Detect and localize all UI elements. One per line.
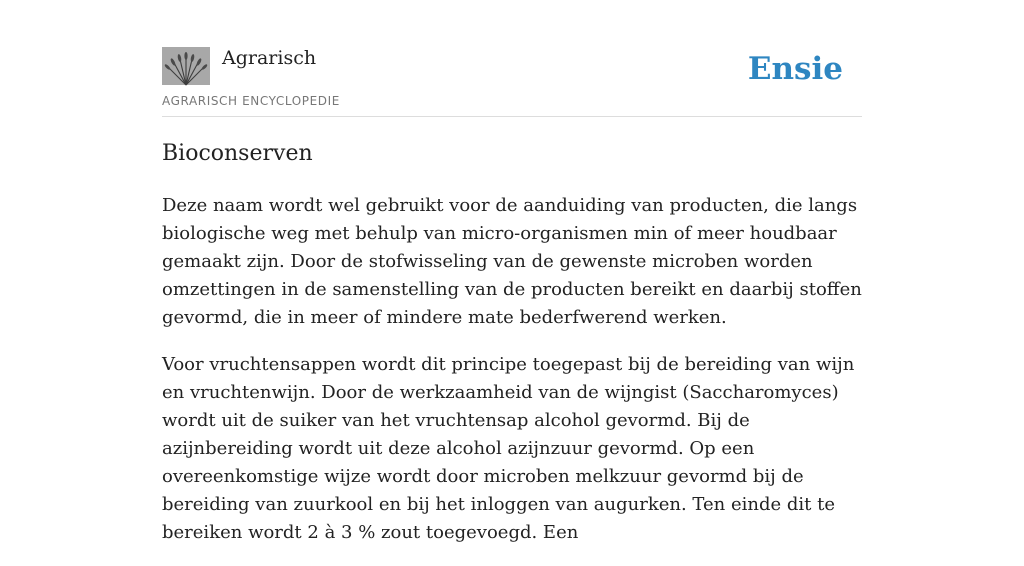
wheat-stalks-icon[interactable] <box>162 47 210 85</box>
article-paragraph: Voor vruchtensappen wordt dit principe toegepast bij de bereiding van wijn en vruchtenwijn. Door de werkzaamheid van de wijngist (Saccharomyces) wordt uit de suiker van het vruchtensap alcohol gevormd. Bij de azijnbereiding wordt uit deze alcohol azijnzuur gevormd. Op een overeenkomstige wijze wordt door microben melkzuur gevormd bij de bereiding van zuurkool en bij het inloggen van augurken. Ten einde dit te bereiken wordt 2 à 3 % zout toegevoegd. Een <box>162 354 855 543</box>
source-subtitle: AGRARISCH ENCYCLOPEDIE <box>162 94 340 108</box>
source-header <box>162 44 862 117</box>
article-title: Bioconserven <box>162 141 313 166</box>
article-body <box>162 192 862 566</box>
article-paragraph: Deze naam wordt wel gebruikt voor de aanduiding van producten, die langs biologische weg met behulp van micro-organismen min of meer houdbaar gemaakt zijn. Door de stofwisseling van de gewenste microben worden omzettingen in de samenstelling van de producten bereikt en daarbij stoffen gevormd, die in meer of mindere mate bederfwerend werken. <box>162 195 862 328</box>
source-name[interactable]: Agrarisch <box>222 47 317 69</box>
brand-logo[interactable]: Ensie <box>747 51 843 87</box>
